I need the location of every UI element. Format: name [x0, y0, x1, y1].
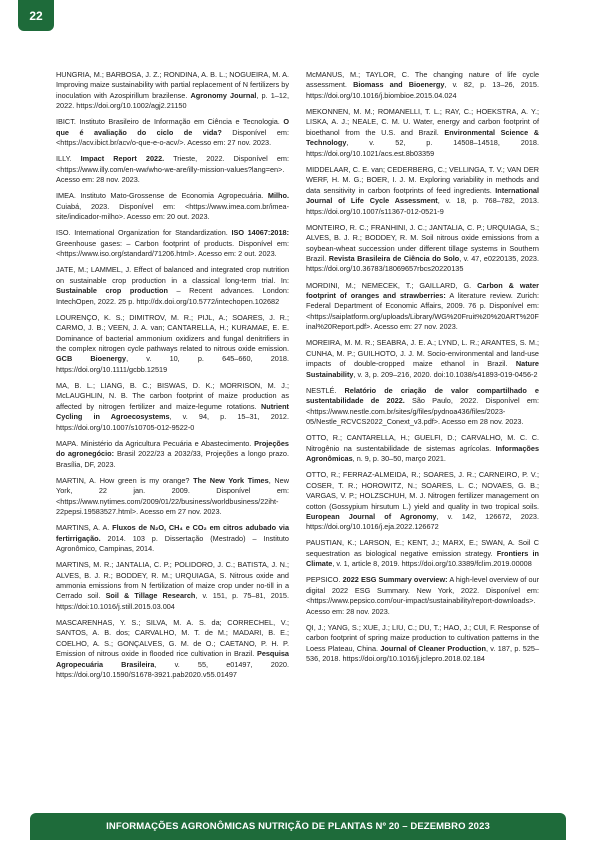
references-column-left [56, 70, 289, 686]
reference-post-text: , v. 94, p. 15–31, 2012. https://doi.org/10.1007/s10705-012-9522-0 [56, 412, 289, 432]
reference-post-text: , n. 9, p. 30–50, março 2021. [352, 454, 446, 464]
footer-banner: INFORMAÇÕES AGRONÔMICAS NUTRIÇÃO DE PLANTAS Nº 20 – DEZEMBRO 2023 [30, 813, 566, 840]
page-number-badge: 22 [18, 0, 54, 31]
reference-post-text: – Recent advances. London: IntechOpen, 2022. 25 p. http://dx.doi.org/10.5772/intechopen.102682 [56, 286, 289, 306]
reference-bold-text: Pesquisa Agropecuária Brasileira [56, 649, 289, 669]
reference-bold-text: O que é avaliação do ciclo de vida? [56, 117, 289, 137]
reference-post-text: , v. 47, e0220135, 2023. https://doi.org/10.36783/18069657rbcs20220135 [306, 254, 539, 274]
reference-pre-text: McMANUS, M.; TAYLOR, C. The changing nature of life cycle assessment. [306, 70, 539, 90]
reference-post-text: A high-level overview of our digital 2022 ESG Summary. New York, 2022. Disponível em: <https://www.pepsico.com/our-impact/sustainability/report-downloads>. Acesso em: 28 nov. 2023. [306, 575, 539, 616]
reference-bold-text: Nature Sustainability [306, 359, 539, 379]
reference-entry [56, 381, 289, 433]
reference-pre-text: LOURENÇO, K. S.; DIMITROV, M. R.; PIJL, A.; SOARES, J. R.; CARMO, J. B.; VEEN, J. A. van; CANTARELLA, H.; KURAMAE, E. E. Dominance of bacterial ammonium oxidizers and fungal denitrifiers in the complex nitrogen cycle pathways related to nitrous oxide emission. [56, 312, 289, 353]
reference-bold-text: Frontiers in Climate [306, 548, 539, 569]
reference-bold-text: Journal of Cleaner Production [380, 643, 486, 653]
reference-bold-text: The New York Times [193, 475, 269, 485]
reference-pre-text: MORDINI, M.; NEMECEK, T.; GAILLARD, G. [306, 280, 478, 290]
reference-post-text: Trieste, 2022. Disponível em: <https://www.illy.com/en-ww/who-we-are/illy-mission-values?lang=en>. Acesso em: 28 nov. 2023. [56, 154, 289, 185]
reference-pre-text: MARTINS, A. A. [56, 523, 113, 533]
reference-post-text: , v. 52, p. 14508–14518, 2018. https://doi.org/10.1021/acs.est.8b03359 [306, 138, 539, 158]
reference-pre-text: ILLY. [56, 154, 81, 164]
reference-entry [306, 623, 539, 665]
reference-entry [56, 560, 289, 612]
reference-bold-text: Relatório de criação de valor compartilhado e sustentabilidade de 2022. [306, 385, 539, 406]
reference-bold-text: Agronomy Journal [190, 90, 257, 100]
reference-bold-text: Nutrient Cycling in Agroecosystems [56, 401, 289, 422]
reference-post-text: , v. 1, article 8, 2019. https://doi.org/10.3389/fclim.2019.00008 [332, 559, 532, 569]
reference-entry [56, 313, 289, 376]
reference-pre-text: PAUSTIAN, K.; LARSON, E.; KENT, J.; MARX, E.; SWAN, A. Soil C sequestration as biological negative emission strategy. [306, 538, 539, 558]
reference-post-text: , New York, 22 jan. 2009. Disponível em: <https://www.nytimes.com/2009/01/22/business/worldbusiness/22iht-22pepsi.19583527.html>. Acesso em 27 nov. 2023. [56, 475, 289, 517]
reference-bold-text: Sustainable crop production [56, 286, 168, 296]
reference-bold-text: Revista Brasileira de Ciência do Solo [328, 254, 460, 264]
reference-post-text: , p. 1–12, 2022. https://doi.org/10.1002/agj2.21150 [56, 90, 289, 111]
reference-entry [56, 476, 289, 518]
reference-entry [56, 228, 289, 259]
reference-post-text: , v. 10, p. 645–660, 2018. https://doi.org/10.1111/gcbb.12519 [56, 354, 289, 374]
reference-post-text: , v. 187, p. 525–536, 2018. https://doi.org/10.1016/j.jclepro.2018.02.184 [306, 643, 539, 664]
reference-pre-text: MARTINS, M. R.; JANTALIA, C. P.; POLIDORO, J. C.; BATISTA, J. N.; ALVES, B. J. R.; BODDEY, R. M.; URQUIAGA, S. Nitrous oxide and ammonia emissions from N fertilization of maize crop under no-till in a Cerrado soil. [56, 560, 289, 601]
reference-pre-text: PEPSICO. [306, 575, 343, 585]
reference-pre-text: MARTIN, A. How green is my orange? [56, 475, 194, 485]
reference-bold-text: Projeções do agronegócio: [56, 438, 289, 459]
reference-entry [306, 223, 539, 275]
reference-bold-text: Milho. [267, 191, 289, 201]
reference-pre-text: JATE, M.; LAMMEL, J. Effect of balanced and integrated crop nutrition on sustainable crop production in a classical long-term trial. In: [56, 265, 289, 285]
reference-post-text: , v. 3, p. 209–216, 2020. doi:10.1038/s41893-019-0456-2 [353, 369, 538, 379]
reference-post-text: Disponível em: <https://acv.ibict.br/acv/o-que-e-o-acv/>. Acesso em: 27 nov. 2023. [56, 127, 289, 148]
reference-pre-text: HUNGRIA, M.; BARBOSA, J. Z.; RONDINA, A. B. L.; NOGUEIRA, M. A. Improving maize sustainability with partial replacement of N fertilizers by inoculation with Azospirillum brazilense. [56, 70, 289, 100]
reference-bold-text: Biomass and Bioenergy [353, 80, 445, 90]
reference-bold-text: ISO 14067:2018: [231, 228, 289, 238]
references-column-right [306, 70, 539, 670]
reference-entry [56, 439, 289, 470]
reference-bold-text: Informações Agronômicas [306, 443, 539, 464]
reference-entry [56, 191, 289, 222]
reference-entry [306, 538, 539, 569]
reference-post-text: 2014. 103 p. Dissertação (Mestrado) – Instituto Agronômico, Campinas, 2014. [56, 533, 289, 554]
reference-pre-text: MAPA. Ministério da Agricultura Pecuária e Abastecimento. [56, 438, 255, 448]
reference-pre-text: ISO. International Organization for Standardization. [56, 228, 232, 238]
reference-pre-text: IMEA. Instituto Mato-Grossense de Economia Agropecuária. [56, 191, 268, 201]
reference-entry [306, 70, 539, 101]
reference-entry [306, 338, 539, 380]
reference-pre-text: QI, J.; YANG, S.; XUE, J.; LIU, C.; DU, T.; HAO, J.; CUI, F. Response of carbon footprint of spring maize production to cultivation patterns in the Loess Plateau, China. [306, 622, 539, 653]
reference-entry [56, 265, 289, 307]
reference-post-text: , v. 55, e01497, 2020. https://doi.org/10.1590/S1678-3921.pab2020.v55.01497 [56, 659, 289, 680]
reference-pre-text: NESTLÉ. [306, 385, 345, 395]
reference-bold-text: Soil & Tillage Research [105, 591, 196, 601]
reference-entry [306, 165, 539, 217]
reference-pre-text: MOREIRA, M. M. R.; SEABRA, J. E. A.; LYND, L. R.; ARANTES, S. M.; CUNHA, M. P.; GUILHOTO, J. J. M. Socio-environmental and land-use impacts of double-cropped maize ethanol in Brazil. [306, 338, 539, 369]
reference-entry [56, 523, 289, 554]
reference-pre-text: MA, B. L.; LIANG, B. C.; BISWAS, D. K.; MORRISON, M. J.; McLAUGHLIN, N. B. The carbon footprint of maize production as affected by nitrogen fertilizer and maize-legume rotations. [56, 380, 289, 411]
reference-post-text: A literature review. Zurich: Federal Department of Economic Affairs, 2009. 76 p. Disponível em: <https://saiplatform.org/uploads/Library/WG%20Fruit%20%20ART%20Final%20Report.pdf>. Acesso em: 27 nov. 2023. [306, 290, 539, 332]
reference-post-text: Cuiabá, 2023. Disponível em: <https://www.imea.com.br/imea-site/indicador-milho>. Acesso em: 20 out. 2023. [56, 201, 289, 222]
reference-pre-text: OTTO, R.; CANTARELLA, H.; GUELFI, D.; CARVALHO, M. C. C. Nitrogênio na sustentabilidade de sistemas agrícolas. [306, 433, 539, 453]
reference-entry [306, 386, 539, 428]
reference-bold-text: Carbon & water footprint of oranges and strawberries: [306, 280, 539, 300]
reference-entry [306, 281, 539, 333]
reference-post-text: , v. 82, p. 13–26, 2015. https://doi.org/10.1016/j.biombioe.2015.04.024 [306, 80, 539, 100]
reference-post-text: Brasil 2022/23 a 2032/33, Projeções a longo prazo. Brasília, DF, 2023. [56, 449, 289, 469]
reference-pre-text: OTTO, R.; FERRAZ-ALMEIDA, R.; SOARES, J. R.; CARNEIRO, P. V.; COSER, T. R.; HOROWITZ, N.; SOARES, L. C.; NOVAES, G. B.; VARGAS, V. P.; HOLZSCHUH, M. J. Nitrogen fertilizer management on cotton (Gossypium hirsutum L.) yield and quality in two tropical soils. [306, 470, 539, 511]
reference-pre-text: IBICT. Instituto Brasileiro de Informação em Ciência e Tecnologia. [56, 117, 284, 127]
reference-entry [306, 433, 539, 464]
reference-bold-text: Impact Report 2022. [80, 154, 165, 164]
reference-bold-text: European Journal of Agronomy [306, 511, 437, 521]
reference-bold-text: GCB Bioenergy [56, 354, 127, 364]
reference-entry [56, 117, 289, 148]
reference-pre-text: MASCARENHAS, Y. S.; SILVA, M. A. S. da; CORRECHEL, V.; SANTOS, A. B. dos; CARVALHO, M. T. de M.; MADARI, B. E.; COELHO, A. S.; GONÇALVES, G. M. de O.; CAETANO, P. H. P. Emission of nitrous oxide in flooded rice cultivation in Brazil. [56, 617, 289, 659]
reference-post-text: Greenhouse gases: – Carbon footprint of products. Disponível em: <https://www.iso.org/standard/71206.html>. Acesso em: 2 out. 2023. [56, 238, 289, 259]
reference-bold-text: Environmental Science & Technology [306, 127, 539, 148]
reference-bold-text: 2022 ESG Summary overview: [342, 575, 448, 585]
reference-pre-text: MIDDELAAR, C. E. van; CEDERBERG, C.; VELLINGA, T. V.; VAN DER WERF, H. M. G.; BOER, I. J. M. Exploring variability in methods and data sensitivity in carbon footprints of feed ingredients. [306, 164, 539, 195]
reference-pre-text: MEKONNEN, M. M.; ROMANELLI, T. L.; RAY, C.; HOEKSTRA, A. Y.; LISKA, A. J.; NEALE, C. M. U. Water, energy and carbon footprint of bioethanol from the U.S. and Brazil. [306, 106, 539, 137]
reference-post-text: , v. 18, p. 768–782, 2013. https://doi.org/10.1007/s11367-012-0521-9 [306, 196, 539, 216]
reference-post-text: São Paulo, 2022. Disponível em: <https://www.nestle.com.br/sites/g/files/pydnoa436/files/2023-05/Nestle_RCVCS2022_Conext_v3.pdf>. Acesso em 28 nov. 2023. [306, 396, 539, 427]
reference-entry [56, 618, 289, 681]
reference-pre-text: MONTEIRO, R. C.; FRANHINI, J. C.; JANTALIA, C. P.; URQUIAGA, S.; ALVES, B. J. R.; BODDEY, R. M. Soil nitrous oxide emissions from a soybean-wheat succession under different tillage systems in Southern Brazil. [306, 222, 539, 264]
reference-entry [56, 70, 289, 112]
reference-entry [306, 575, 539, 617]
reference-post-text: , v. 151, p. 75–81, 2015. https://doi:10.1016/j.still.2015.03.004 [56, 591, 289, 611]
reference-bold-text: Fluxos de N₂O, CH₄ e CO₂ em citros adubado via fertirrigação. [56, 523, 290, 543]
reference-entry [306, 107, 539, 159]
reference-post-text: , v. 142, 126672, 2023. https://doi.org/10.1016/j.eja.2022.126672 [306, 511, 539, 532]
reference-entry [306, 470, 539, 533]
reference-entry [56, 154, 289, 185]
reference-bold-text: International Journal of Life Cycle Assessment [306, 185, 539, 206]
